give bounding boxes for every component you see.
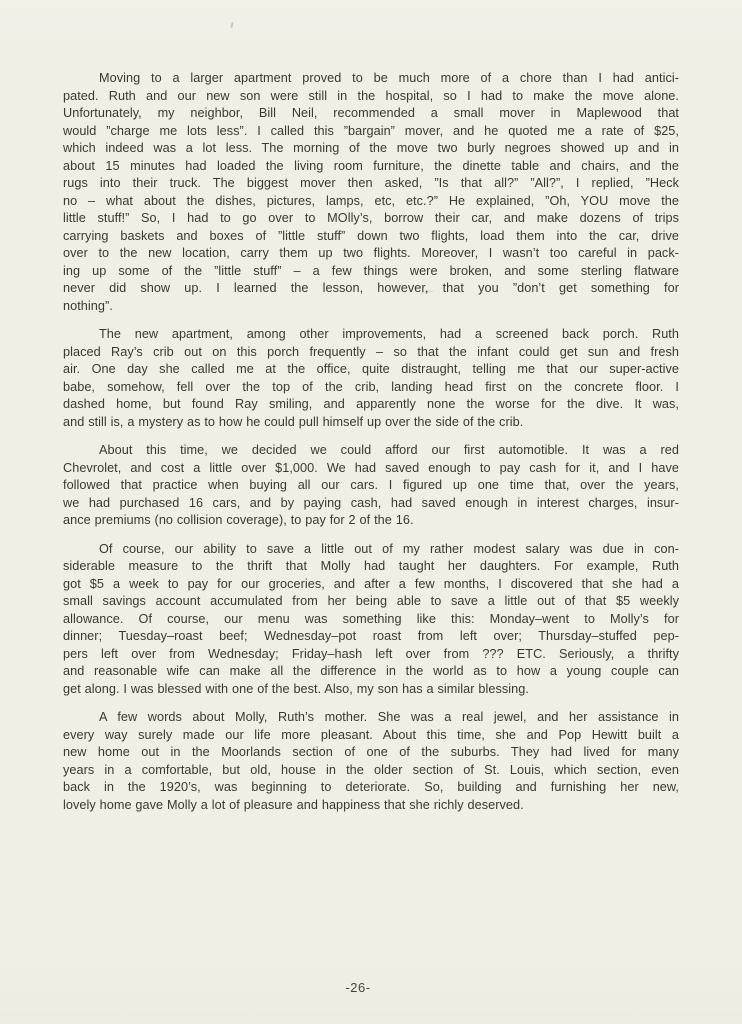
paragraph-line: little stuff!” So, I had to go over to MOlly’s, borrow their car, and make dozens of trips	[63, 211, 679, 225]
paragraph-line: The new apartment, among other improvements, had a screened back porch. Ruth	[99, 327, 679, 341]
paragraph-line: placed Ray’s crib out on this porch frequently – so that the infant could get sun and fresh	[63, 344, 679, 359]
page-text	[63, 70, 679, 825]
paragraph-line: Of course, our ability to save a little out of my rather modest salary was due in con-	[99, 541, 679, 556]
paragraph-line: allowance. Of course, our menu was something like this: Monday–went to Molly’s for	[63, 611, 679, 626]
paragraph	[63, 326, 679, 431]
paragraph-line: years in a comfortable, but old, house in the older section of St. Louis, which section, even	[63, 762, 679, 777]
paragraph-line: new home out in the Moorlands section of one of the suburbs. They had lived for many	[63, 745, 679, 759]
paragraph-line: rugs into their truck. The biggest mover then asked, ”Is that all?” ”All?”, I replied, ”Heck	[63, 176, 679, 190]
paragraph-line: would ”charge me lots less”. I called this ”bargain” mover, and he quoted me a rate of $25,	[63, 123, 679, 138]
paragraph-line: and reasonable wife can make all the difference in the world as to how a young couple can	[63, 664, 679, 678]
paragraph-line: pated. Ruth and our new son were still in the hospital, so I had to make the move alone.	[63, 88, 679, 103]
paragraph-line: got $5 a week to pay for our groceries, and after a few months, I discovered that she had a	[63, 576, 679, 591]
paragraph-line: siderable measure to the thrift that Molly had taught her daughters. For example, Ruth	[63, 559, 679, 573]
scan-speck	[230, 22, 233, 28]
page-number: -26-	[345, 980, 371, 995]
paragraph	[63, 70, 679, 315]
paragraph	[63, 709, 679, 814]
paragraph-line: we had purchased 16 cars, and by paying cash, had saved enough in interest charges, insur-	[63, 495, 679, 510]
paragraph	[63, 442, 679, 530]
paragraph-line: Unfortunately, my neighbor, Bill Neil, recommended a small mover in Maplewood that	[63, 106, 679, 120]
paragraph-line: About this time, we decided we could afford our first automotible. It was a red	[99, 443, 679, 457]
paragraph-line: Chevrolet, and cost a little over $1,000. We had saved enough to pay cash for it, and I have	[63, 460, 679, 475]
paragraph-line: dashed home, but found Ray smiling, and apparently none the worse for the dive. It was,	[63, 397, 679, 411]
paragraph-line: about 15 minutes had loaded the living room furniture, the dinette table and chairs, and the	[63, 158, 679, 173]
paragraph-line: no – what about the dishes, pictures, lamps, etc, etc.?” He explained, ”Oh, YOU move the	[63, 193, 679, 208]
paragraph-line: babe, somehow, fell over the top of the crib, landing head first on the concrete floor. I	[63, 379, 679, 394]
paragraph-line: get along. I was blessed with one of the best. Also, my son has a similar blessing.	[63, 681, 529, 696]
paragraph-line: Moving to a larger apartment proved to be much more of a chore than I had antici-	[99, 71, 679, 85]
paragraph-line: pers left over from Wednesday; Friday–hash left over from ??? ETC. Seriously, a thrifty	[63, 646, 679, 661]
paragraph-line: followed that practice when buying all our cars. I figured up one time that, over the years,	[63, 478, 679, 492]
paragraph-line: never did show up. I learned the lesson, however, that you ”don’t get something for	[63, 281, 679, 295]
paragraph	[63, 541, 679, 699]
paragraph-line: air. One day she called me at the office, quite distraught, telling me that our super-active	[63, 362, 679, 376]
paragraph-line: dinner; Tuesday–roast beef; Wednesday–pot roast from left over; Thursday–stuffed pep-	[63, 629, 679, 643]
paragraph-line: lovely home gave Molly a lot of pleasure and happiness that she richly deserved.	[63, 797, 524, 812]
paragraph-line: ing up some of the ”little stuff” – a few things were broken, and some sterling flatware	[63, 263, 679, 278]
paragraph-line: carrying baskets and boxes of ”little stuff” down two flights, load them into the car, drive	[63, 228, 679, 243]
paragraph-line: A few words about Molly, Ruth’s mother. She was a real jewel, and her assistance in	[99, 710, 679, 724]
paragraph-line: small savings account accumulated from her being able to save a little out of that $5 weekly	[63, 594, 679, 608]
paragraph-line: ance premiums (no collision coverage), to pay for 2 of the 16.	[63, 513, 414, 527]
paragraph-line: and still is, a mystery as to how he could pull himself up over the side of the crib.	[63, 414, 524, 429]
paragraph-line: which indeed was a lot less. The morning of the move two burly negroes showed up and in	[63, 141, 679, 155]
paragraph-line: nothing”.	[63, 298, 113, 313]
paragraph-line: over to the new location, carry them up two flights. Moreover, I wasn’t too careful in pack-	[63, 246, 679, 260]
paragraph-line: back in the 1920’s, was beginning to deteriorate. So, building and furnishing her new,	[63, 780, 679, 794]
paragraph-line: every way surely made our life more pleasant. About this time, she and Pop Hewitt built a	[63, 727, 679, 742]
